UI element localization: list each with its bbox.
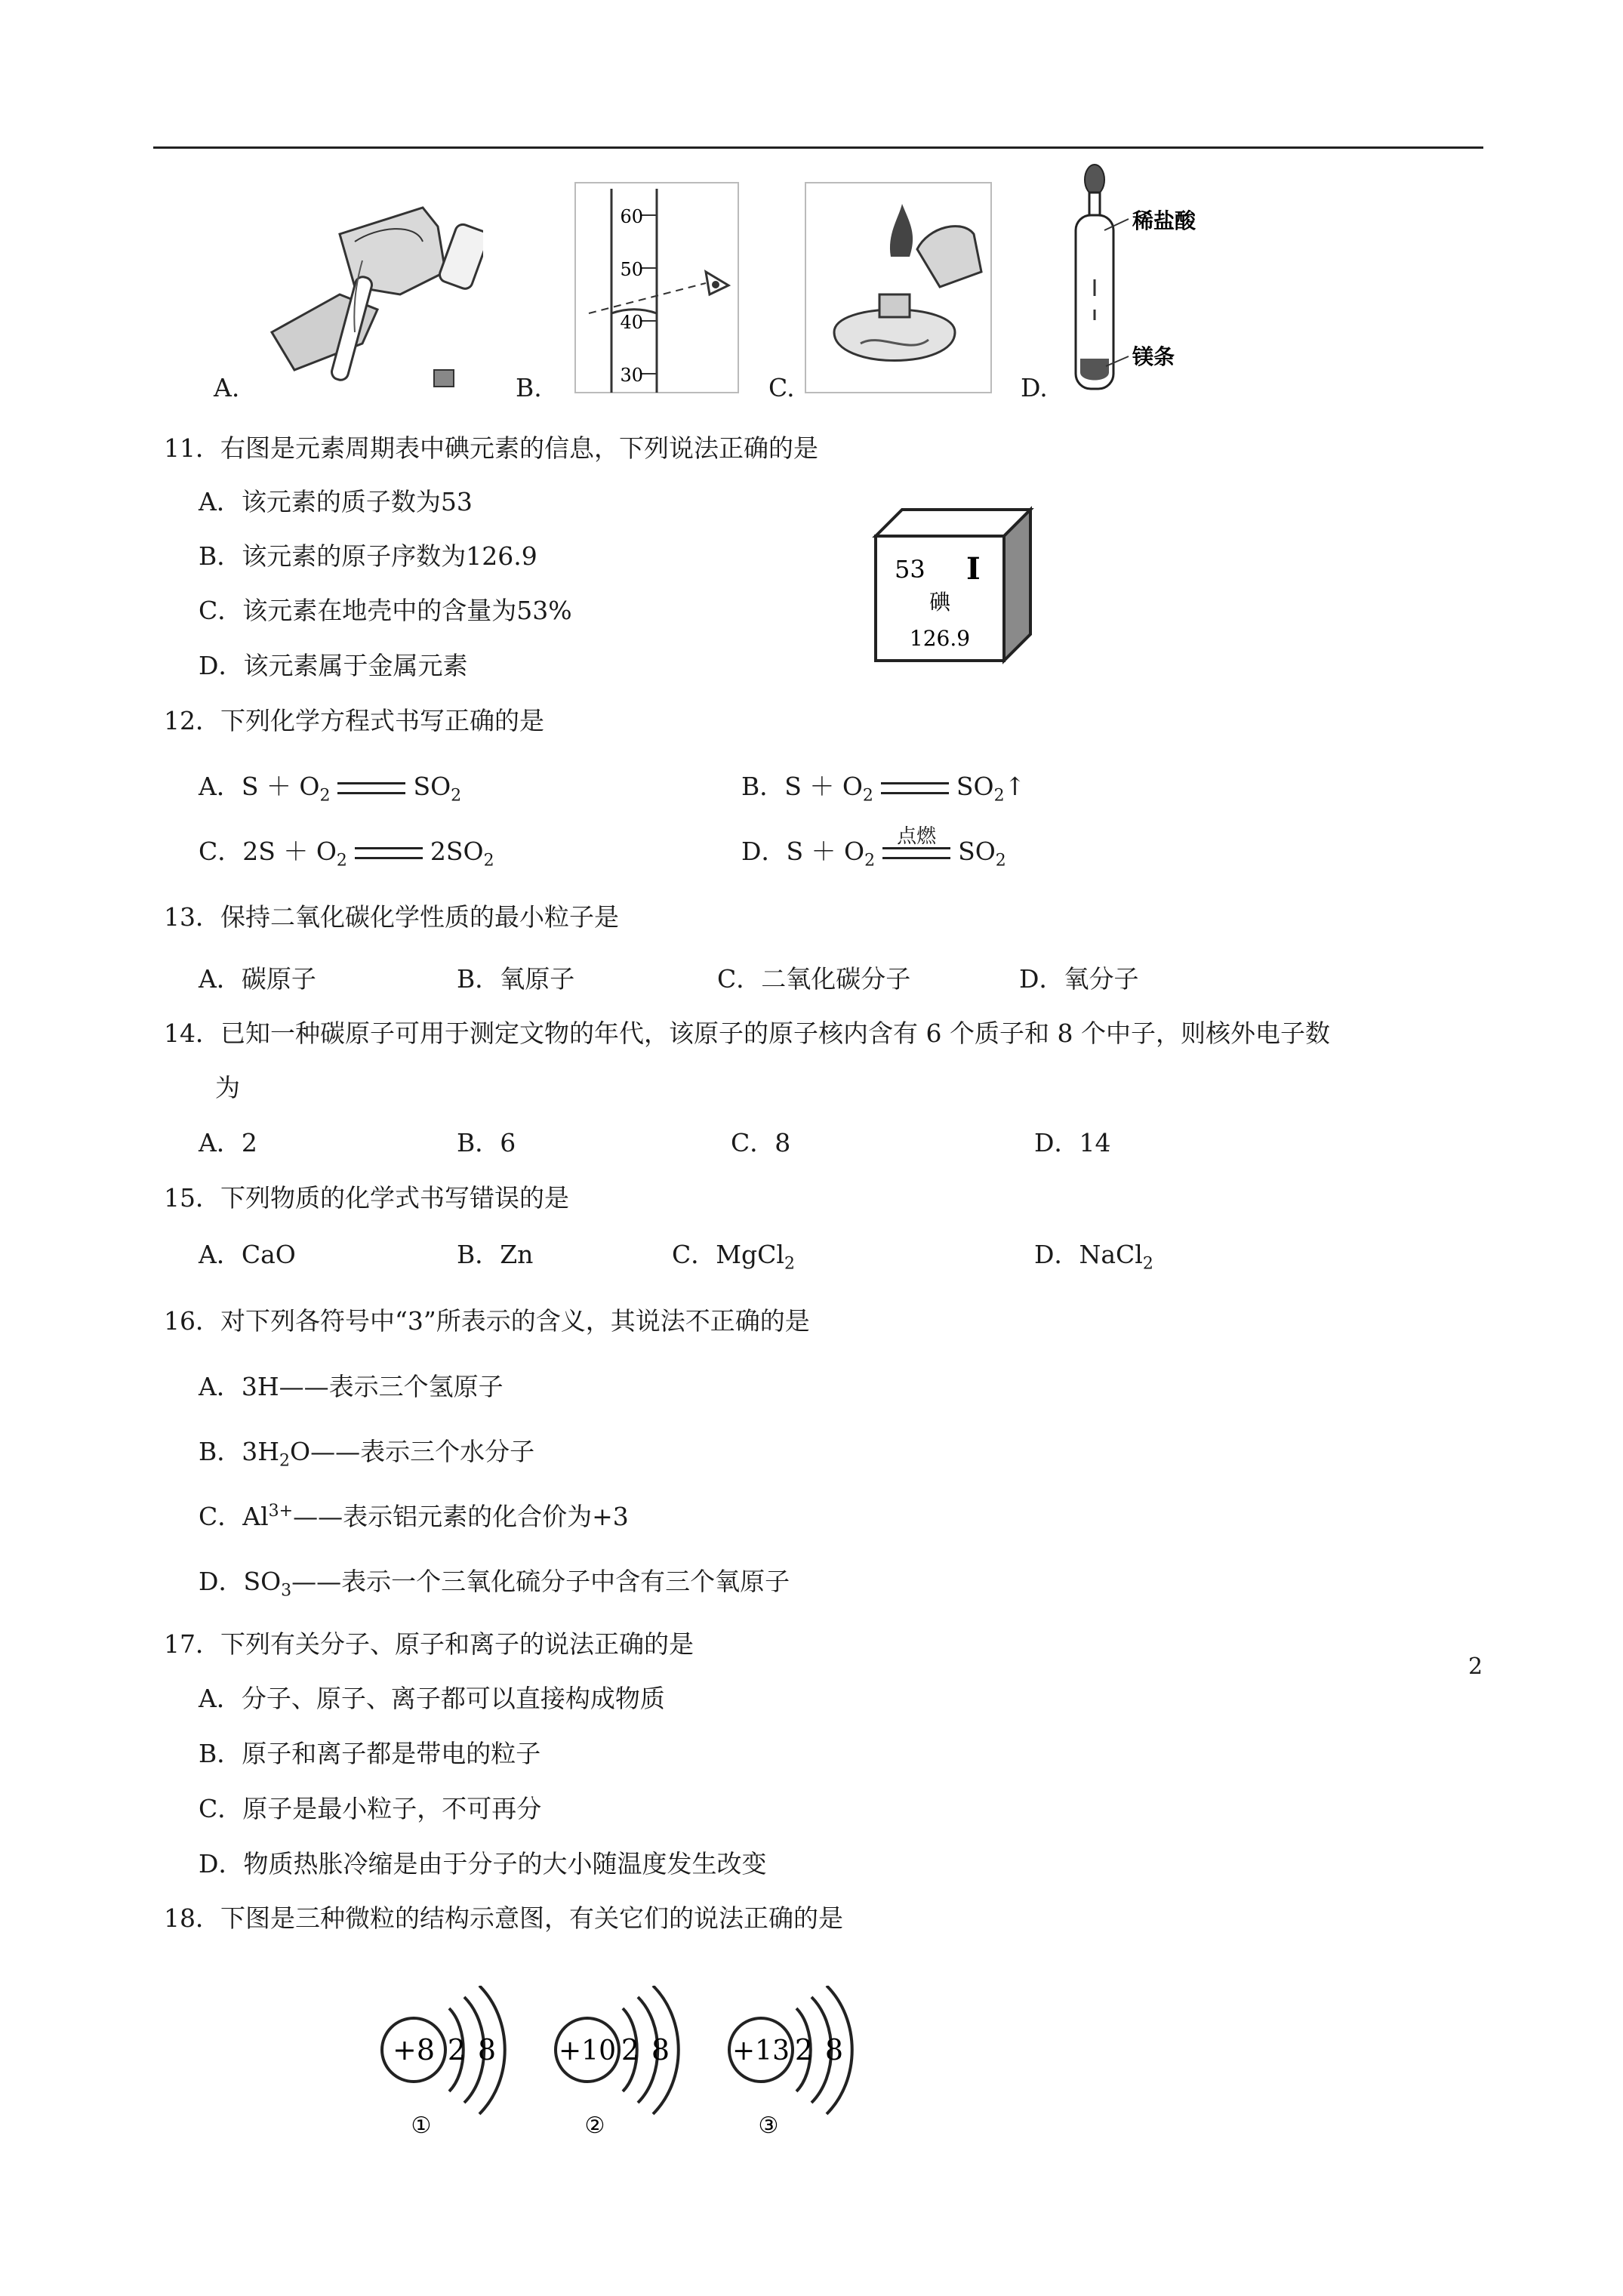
- svg-text:+8: +8: [392, 2033, 436, 2066]
- header-rule: [153, 146, 1483, 149]
- cylinder-tick-60: 60: [620, 206, 643, 227]
- q11-option-b: B．该元素的原子序数为126.9: [199, 541, 537, 571]
- q13-option-b: B．氧原子: [457, 964, 575, 994]
- dropper-test-tube-figure: [1061, 159, 1212, 396]
- equal-sign: [337, 782, 405, 794]
- reaction-condition: 点燃: [882, 847, 950, 859]
- graduated-cylinder-figure: [574, 181, 740, 396]
- q12-stem: 12．下列化学方程式书写正确的是: [164, 706, 544, 735]
- fig-label-c: C.: [768, 373, 795, 402]
- gas-up-arrow-icon: ↑: [1004, 772, 1026, 801]
- element-name: 碘: [929, 590, 951, 615]
- q14-option-d: D．14: [1034, 1128, 1111, 1157]
- q13-stem: 13．保持二氧化碳化学性质的最小粒子是: [164, 902, 619, 932]
- particle-1: [382, 1986, 505, 2139]
- q12-option-c: C．$2S + O_2$ $2SO_2$: [199, 837, 494, 871]
- particle-2: [556, 1986, 679, 2139]
- q17-stem: 17．下列有关分子、原子和离子的说法正确的是: [164, 1629, 694, 1659]
- particle-structure-diagrams: [370, 1986, 891, 2144]
- q14-stem-line2: 为: [215, 1073, 240, 1102]
- q11-option-c: C．该元素在地壳中的含量为53%: [199, 596, 572, 625]
- svg-text:2: 2: [621, 2033, 640, 2066]
- q16-stem: 16．对下列各符号中“3”所表示的含义，其说法不正确的是: [164, 1306, 810, 1336]
- q14-option-b: B．6: [457, 1128, 516, 1157]
- q14-option-a: A．2: [199, 1128, 257, 1157]
- q16-option-b: B．$3H_2O——$表示三个水分子: [199, 1437, 535, 1471]
- fig-label-b: B.: [516, 373, 542, 402]
- q13-option-a: A．碳原子: [199, 964, 316, 994]
- q17-option-c: C．原子是最小粒子，不可再分: [199, 1794, 542, 1823]
- cylinder-tick-30: 30: [620, 365, 643, 386]
- pouring-liquid-figure: [249, 181, 483, 400]
- q13-option-c: C．二氧化碳分子: [717, 964, 911, 994]
- q11-stem: 11．右图是元素周期表中碘元素的信息，下列说法正确的是: [164, 433, 818, 463]
- q15-option-b: B．Zn: [457, 1240, 534, 1269]
- q17-option-a: A．分子、原子、离子都可以直接构成物质: [199, 1684, 665, 1713]
- iodine-element-cell: [868, 502, 1034, 668]
- q14-stem-line1: 14．已知一种碳原子可用于测定文物的年代，该原子的原子核内含有 6 个质子和 8 个中子，则核外电子数: [164, 1019, 1330, 1048]
- q16-option-c: C．$Al^{3+}——$表示铝元素的化合价为+3: [199, 1502, 629, 1531]
- q13-option-d: D．氧分子: [1019, 964, 1139, 994]
- q17-option-b: B．原子和离子都是带电的粒子: [199, 1739, 541, 1768]
- q12-option-a: A．$S + O_2$ $SO_2$: [199, 772, 462, 806]
- q15-option-a: A．CaO: [199, 1240, 296, 1269]
- svg-text:+13: +13: [732, 2036, 790, 2066]
- svg-text:8: 8: [477, 2033, 497, 2066]
- element-symbol: I: [966, 551, 981, 587]
- fig-label-d: D.: [1021, 373, 1048, 402]
- element-mass: 126.9: [909, 626, 971, 651]
- q15-option-d: D．NaCl$_2$: [1034, 1240, 1153, 1274]
- fig-label-a: A.: [214, 373, 240, 402]
- svg-text:③: ③: [758, 2113, 779, 2139]
- dropper-label: 稀盐酸: [1132, 208, 1196, 233]
- cylinder-tick-50: 50: [620, 259, 643, 280]
- equal-sign: [881, 782, 949, 794]
- q18-stem: 18．下图是三种微粒的结构示意图，有关它们的说法正确的是: [164, 1903, 843, 1933]
- cylinder-tick-40: 40: [620, 312, 643, 333]
- svg-text:8: 8: [651, 2033, 670, 2066]
- svg-text:2: 2: [794, 2033, 814, 2066]
- q12-option-d: D．$S + O_2$ 点燃 $SO_2$: [741, 825, 1006, 871]
- page-number: 2: [1468, 1653, 1483, 1680]
- svg-text:①: ①: [411, 2113, 432, 2139]
- q15-option-c: C．MgCl$_2$: [672, 1240, 795, 1274]
- q17-option-d: D．物质热胀冷缩是由于分子的大小随温度发生改变: [199, 1849, 767, 1878]
- particle-3: [729, 1986, 852, 2139]
- element-number: 53: [895, 555, 925, 584]
- alcohol-lamp-figure: [804, 181, 993, 396]
- q15-stem: 15．下列物质的化学式书写错误的是: [164, 1183, 569, 1213]
- q11-option-a: A．该元素的质子数为53: [199, 487, 473, 516]
- q16-option-d: D．$SO_3——$表示一个三氧化硫分子中含有三个氧原子: [199, 1567, 790, 1601]
- equal-sign: [355, 847, 423, 859]
- q11-option-d: D．该元素属于金属元素: [199, 651, 468, 680]
- svg-text:②: ②: [584, 2113, 605, 2139]
- q14-option-c: C．8: [731, 1128, 791, 1157]
- svg-text:8: 8: [824, 2033, 844, 2066]
- svg-text:+10: +10: [559, 2036, 616, 2066]
- q12-option-b: B．$S + O_2$ $SO_2↑$: [741, 772, 1026, 806]
- svg-text:2: 2: [447, 2033, 467, 2066]
- tube-label: 镁条: [1132, 344, 1175, 369]
- q16-option-a: A．3H——表示三个氢原子: [199, 1372, 504, 1401]
